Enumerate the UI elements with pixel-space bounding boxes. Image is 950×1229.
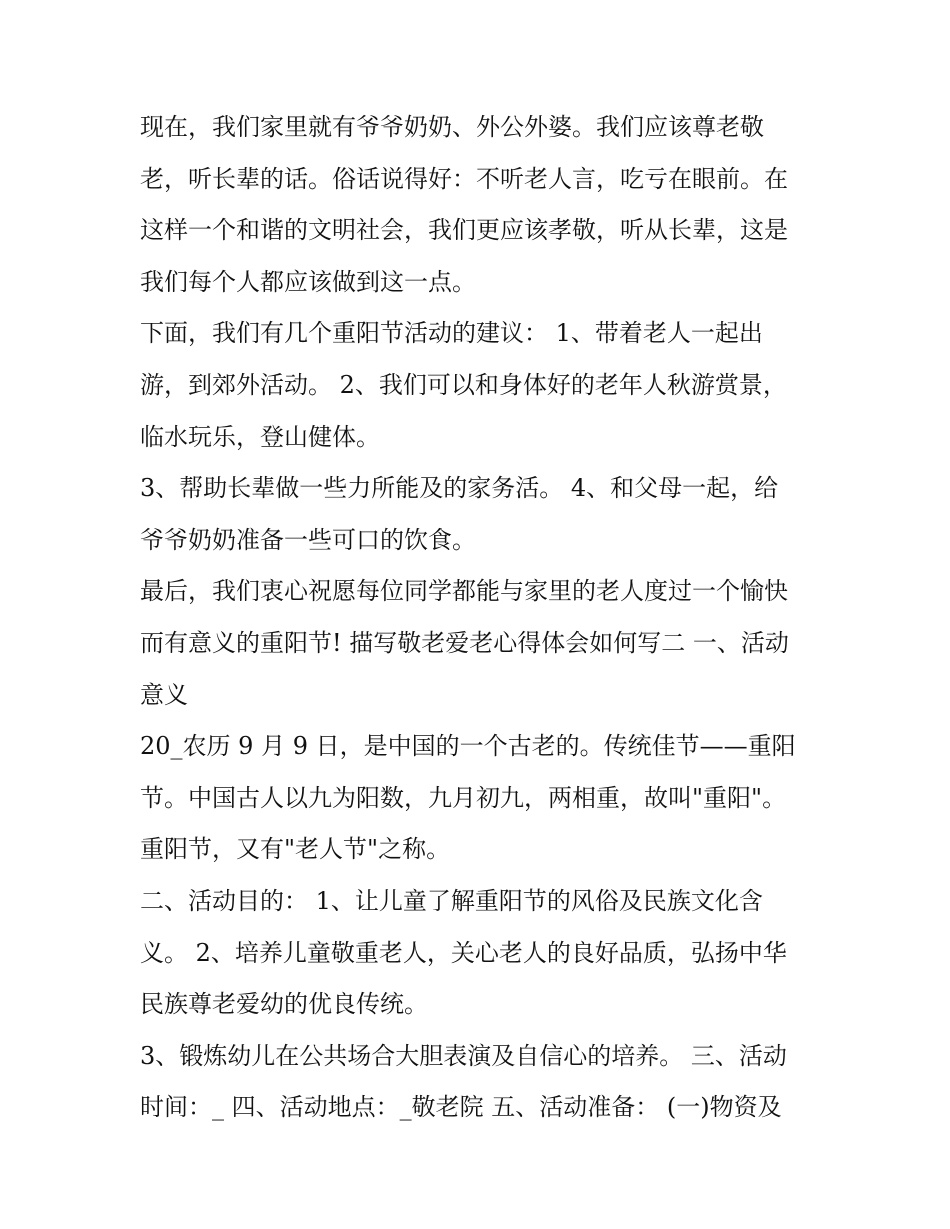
text-line-6: 游，到郊外活动。 2、我们可以和身体好的老年人秋游赏景， xyxy=(140,370,787,399)
text-line-9: 爷爷奶奶准备一些可口的饮食。 xyxy=(140,525,476,554)
text-line-3: 这样一个和谐的文明社会，我们更应该孝敬，听从长辈，这是 xyxy=(140,216,788,245)
text-line-15: 重阳节，又有"老人节"之称。 xyxy=(140,835,451,864)
text-line-5: 下面，我们有几个重阳节活动的建议： 1、带着老人一起出 xyxy=(140,319,763,348)
text-line-2: 老，听长辈的话。俗话说得好：不听老人言，吃亏在眼前。在 xyxy=(140,164,788,193)
text-line-19: 3、锻炼幼儿在公共场合大胆表演及自信心的培养。 三、活动 xyxy=(140,1041,787,1070)
text-line-18: 民族尊老爱幼的优良传统。 xyxy=(140,990,428,1019)
text-line-1: 现在，我们家里就有爷爷奶奶、外公外婆。我们应该尊老敬 xyxy=(140,113,764,141)
text-line-11: 而有意义的重阳节! 描写敬老爱老心得体会如何写二 一、活动 xyxy=(140,628,789,657)
text-line-14: 节。中国古人以九为阳数，九月初九，两相重，故叫"重阳"。 xyxy=(140,783,787,812)
text-line-7: 临水玩乐，登山健体。 xyxy=(140,422,380,451)
text-line-8: 3、帮助长辈做一些力所能及的家务活。 4、和父母一起，给 xyxy=(140,474,779,503)
text-line-12: 意义 xyxy=(140,680,188,709)
text-line-10: 最后，我们衷心祝愿每位同学都能与家里的老人度过一个愉快 xyxy=(140,577,788,606)
text-line-13: 20_农历 9 月 9 日，是中国的一个古老的。传统佳节——重阳 xyxy=(140,732,796,761)
text-line-4: 我们每个人都应该做到这一点。 xyxy=(140,267,476,296)
document-body-text xyxy=(140,102,820,1134)
text-line-17: 义。 2、培养儿童敬重老人，关心老人的良好品质，弘扬中华 xyxy=(140,938,787,967)
text-line-20: 时间：_ 四、活动地点：_敬老院 五、活动准备： (一)物资及 xyxy=(140,1093,782,1122)
text-line-16: 二、活动目的： 1、让儿童了解重阳节的风俗及民族文化含 xyxy=(140,886,763,915)
